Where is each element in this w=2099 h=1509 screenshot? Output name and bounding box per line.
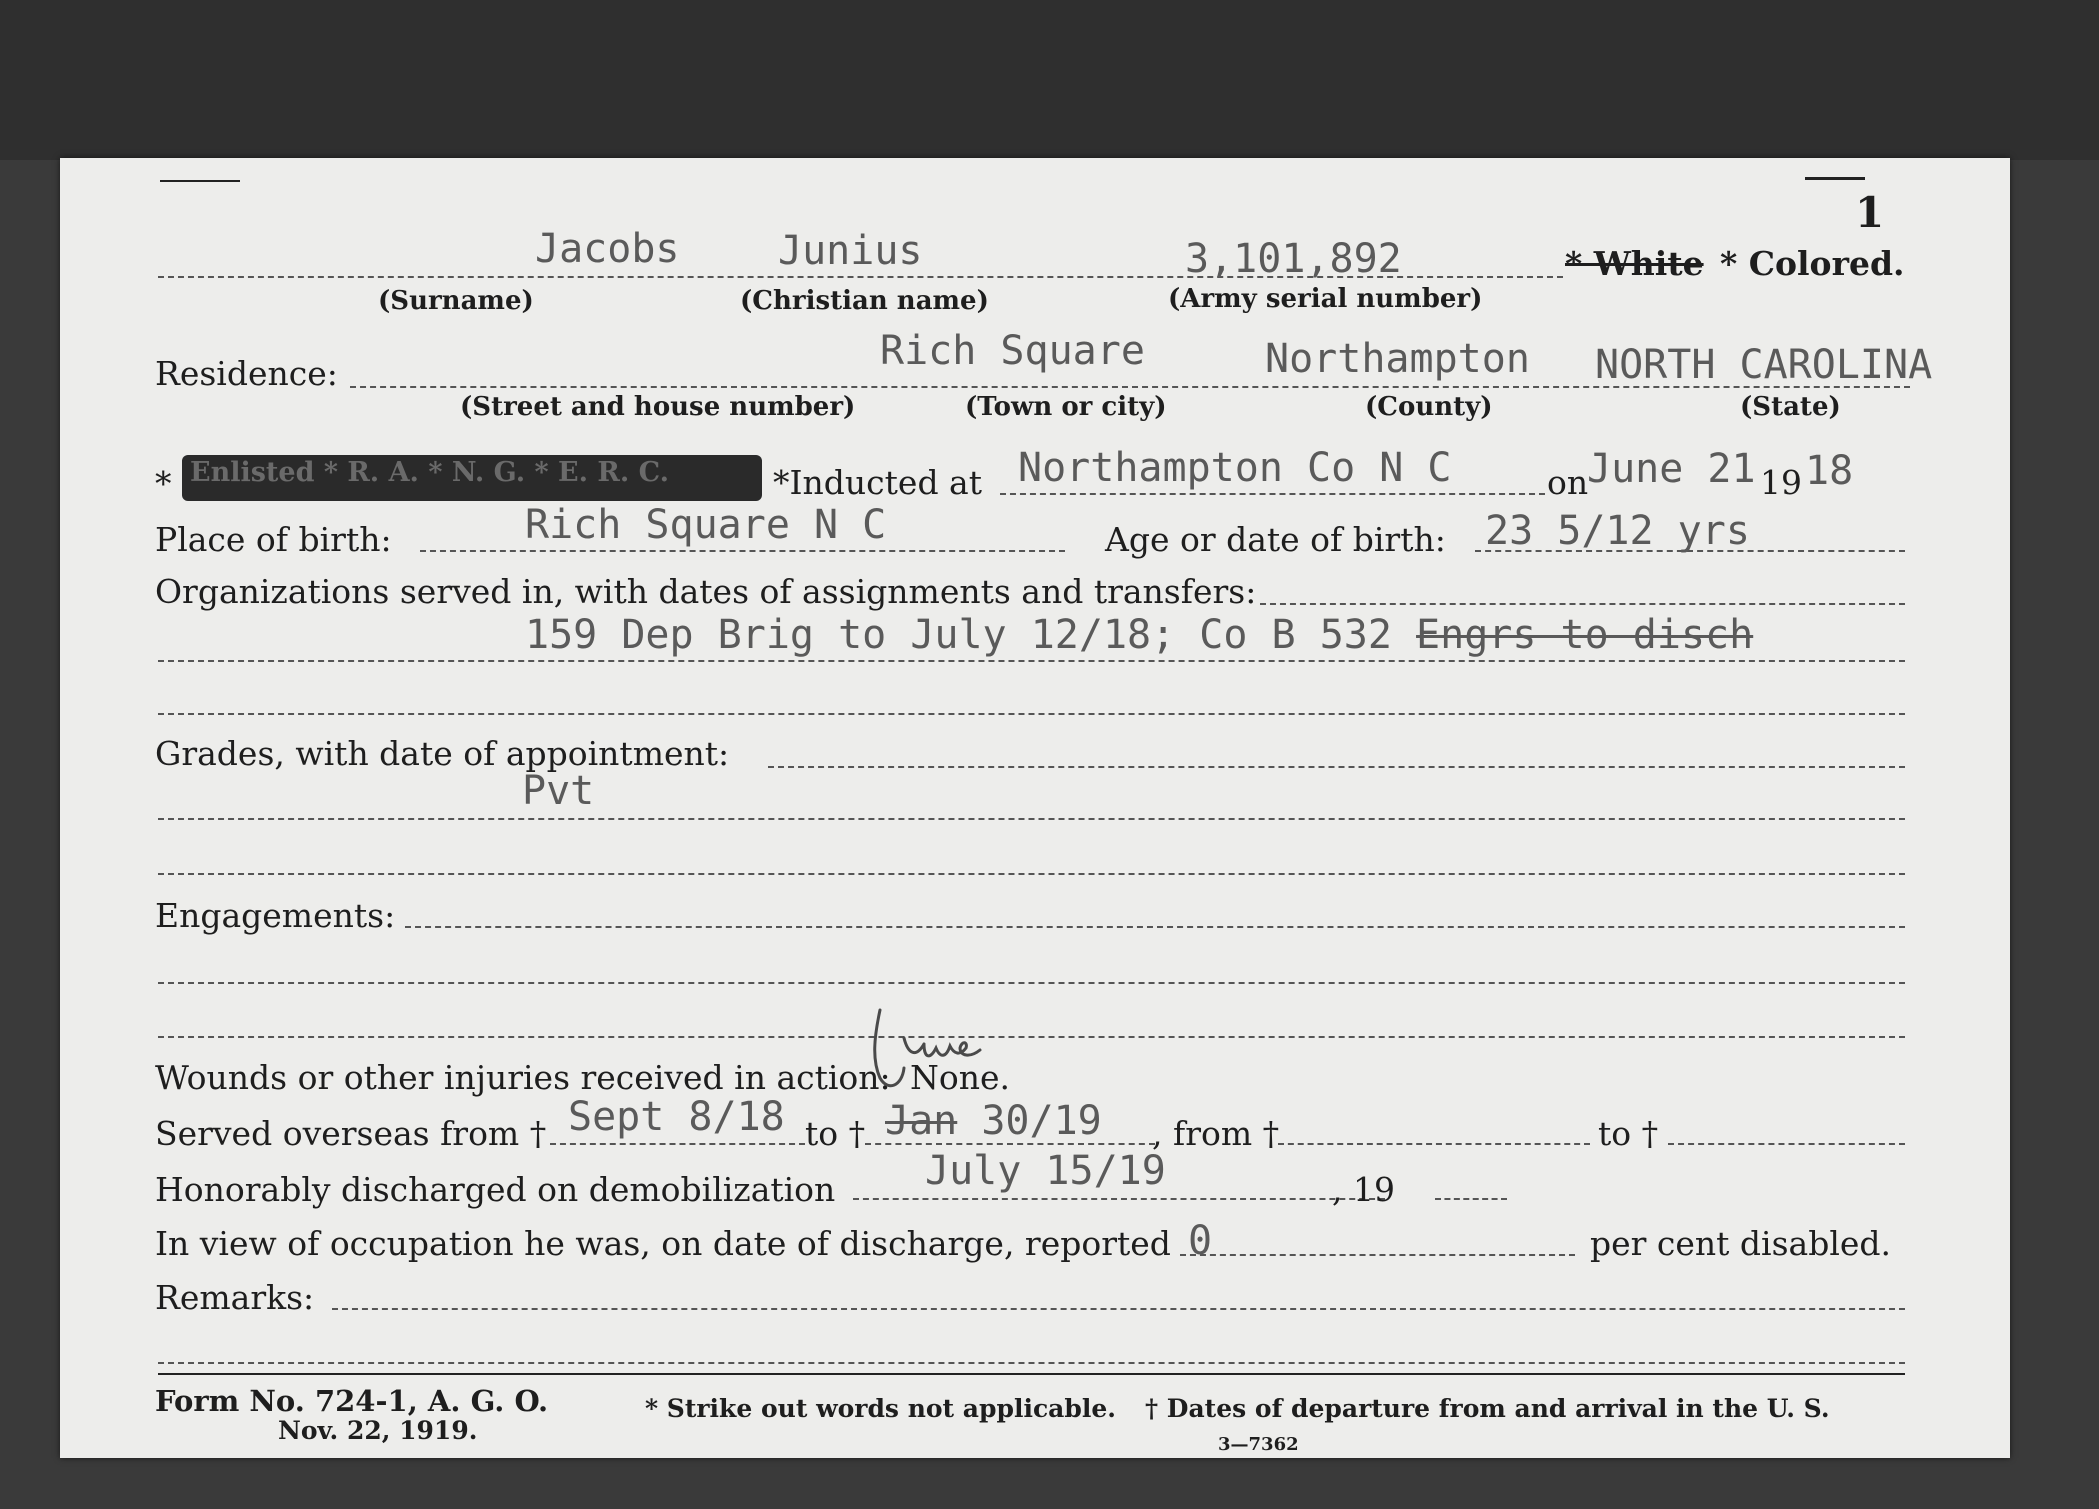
christian-name-caption: (Christian name) [740, 286, 989, 316]
page-number: 1 [1855, 188, 1885, 237]
disability-value: 0 [1188, 1218, 1213, 1264]
overseas-to2-line [1668, 1143, 1905, 1145]
overseas-label: Served overseas from † [155, 1114, 547, 1153]
street-caption: (Street and house number) [460, 392, 856, 422]
surname-caption: (Surname) [378, 286, 534, 316]
struck-enlistment-options: Enlisted * R. A. * N. G. * E. R. C. [182, 455, 762, 501]
inducted-place-line [1000, 493, 1545, 495]
overseas-from-line [550, 1143, 805, 1145]
on-label: on [1547, 463, 1589, 502]
organizations-value: 159 Dep Brig to July 12/18; Co B 532 Engrs to disch [525, 612, 1754, 658]
organizations-label: Organizations served in, with dates of assignments and transfers: [155, 572, 1257, 611]
residence-state: NORTH CAROLINA [1595, 342, 1933, 388]
grades-line-2 [158, 873, 1905, 875]
organizations-line-2 [158, 713, 1905, 715]
christian-name-value: Junius [778, 228, 923, 274]
surname-value: Jacobs [535, 226, 680, 272]
footer-rule [158, 1373, 1905, 1375]
discharge-year-label: , 19 [1332, 1170, 1395, 1209]
dates-note: † Dates of departure from and arrival in the U. S. [1145, 1394, 1830, 1423]
age-value: 23 5/12 yrs [1485, 508, 1750, 554]
overseas-to-label: to † [805, 1114, 866, 1153]
engagements-line-2 [158, 1036, 1905, 1038]
engagements-label: Engagements: [155, 896, 396, 935]
print-code: 3—7362 [1218, 1434, 1299, 1455]
service-record-card [60, 158, 2010, 1458]
handwritten-correction [850, 998, 1000, 1112]
induction-date: June 21 [1587, 446, 1756, 492]
june-handwriting [850, 998, 1000, 1108]
discharge-date: July 15/19 [925, 1148, 1166, 1194]
disability-line [1180, 1254, 1575, 1256]
discharge-line [853, 1198, 1385, 1200]
race-colored: * Colored. [1720, 244, 1905, 283]
grades-label-line [768, 766, 1905, 768]
state-caption: (State) [1740, 392, 1841, 422]
grades-value: Pvt [522, 768, 595, 814]
overseas-from2-label: , from † [1152, 1114, 1280, 1153]
place-of-birth-line [420, 550, 1065, 552]
inducted-label: *Inducted at [773, 463, 982, 502]
serial-number-value: 3,101,892 [1185, 236, 1402, 282]
inducted-place: Northampton Co N C [1018, 445, 1452, 491]
strike-note: * Strike out words not applicable. [645, 1394, 1116, 1423]
disability-label: In view of occupation he was, on date of discharge, reported [155, 1224, 1171, 1263]
grades-label: Grades, with date of appointment: [155, 734, 730, 773]
induction-year: 18 [1805, 448, 1854, 494]
residence-county: Northampton [1265, 336, 1530, 382]
race-white: * White [1565, 244, 1704, 283]
residence-label: Residence: [155, 354, 338, 393]
discharge-year-line [1435, 1198, 1507, 1200]
engagements-line-1 [158, 982, 1905, 984]
age-label: Age or date of birth: [1105, 520, 1446, 559]
overseas-from-value: Sept 8/18 [568, 1094, 785, 1140]
county-caption: (County) [1365, 392, 1493, 422]
overseas-from2-line [1278, 1143, 1590, 1145]
scanner-background [0, 0, 2099, 160]
place-of-birth-label: Place of birth: [155, 520, 392, 559]
enlisted-star: * [155, 464, 172, 503]
induction-year-prefix: 19 [1760, 463, 1802, 502]
remarks-line-2 [158, 1362, 1905, 1364]
top-right-rule [1805, 177, 1865, 180]
serial-caption: (Army serial number) [1168, 284, 1483, 314]
top-left-rule [160, 180, 240, 182]
remarks-line-1 [332, 1308, 1905, 1310]
wounds-value: None. [910, 1058, 1011, 1097]
organizations-label-line [1260, 603, 1905, 605]
overseas-to-value: Jan 30/19 [885, 1098, 1102, 1144]
residence-town: Rich Square [880, 328, 1145, 374]
place-of-birth-value: Rich Square N C [525, 502, 887, 548]
form-number: Form No. 724-1, A. G. O. [155, 1384, 549, 1418]
grades-line-1 [158, 818, 1905, 820]
wounds-label: Wounds or other injuries received in action: [155, 1058, 891, 1097]
form-date: Nov. 22, 1919. [278, 1416, 478, 1445]
disability-suffix: per cent disabled. [1590, 1224, 1892, 1263]
overseas-to2-label: to † [1598, 1114, 1659, 1153]
discharge-label: Honorably discharged on demobilization [155, 1170, 836, 1209]
engagements-line-0 [405, 926, 1905, 928]
organizations-line-1 [158, 660, 1905, 662]
remarks-label: Remarks: [155, 1278, 315, 1317]
town-caption: (Town or city) [965, 392, 1167, 422]
